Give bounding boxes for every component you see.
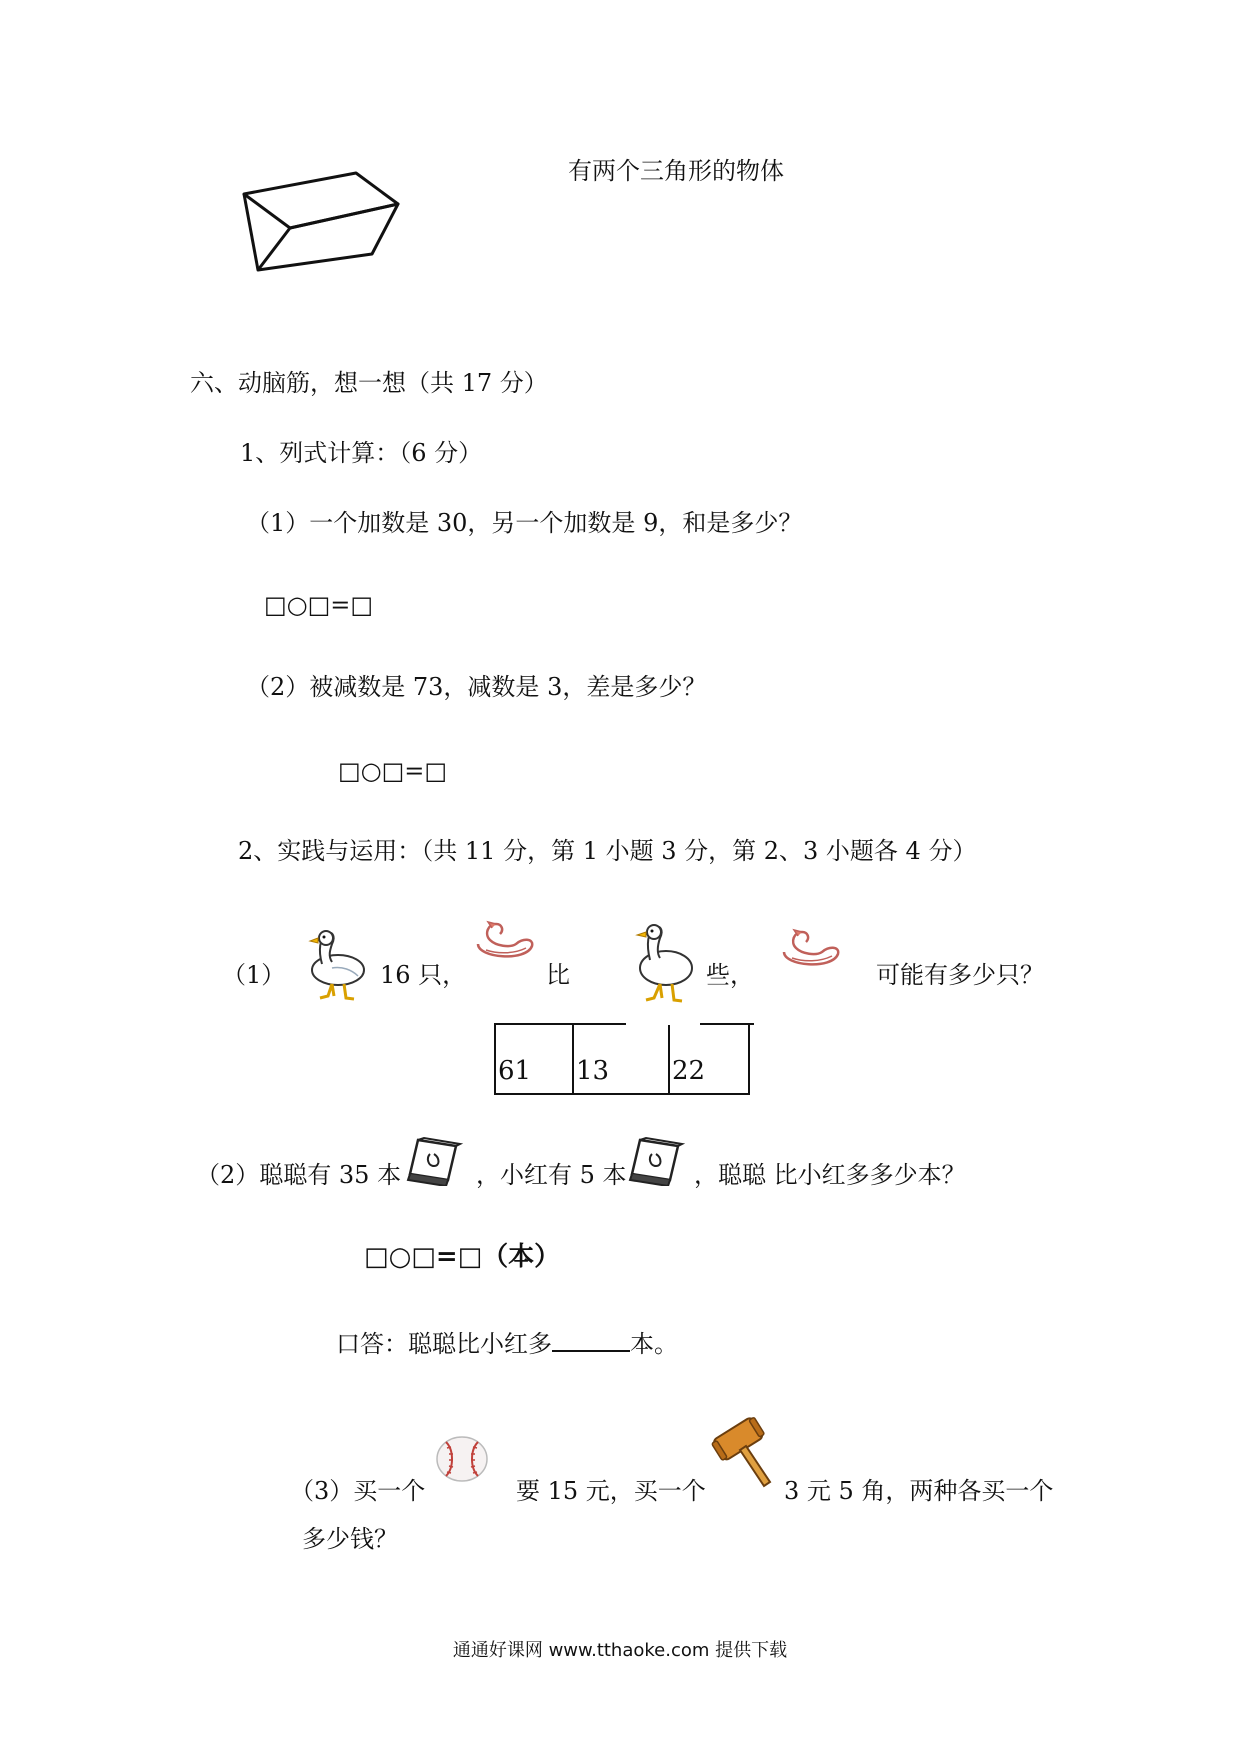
choice-box[interactable] (494, 1025, 574, 1095)
answer-blank[interactable] (552, 1324, 630, 1352)
q2-part-1-text-4: 可能有多少只？ (876, 961, 1044, 989)
triangular-prism-icon (240, 168, 410, 274)
q2-part-2-text-3: ，聪聪 比小红多多少本？ (694, 1161, 966, 1189)
footer-text: 通通好课网 www.tthaoke.com 提供下载 (452, 1640, 788, 1661)
choice-box[interactable] (668, 1025, 750, 1095)
q2-part-3-text-1: （3）买一个 (290, 1477, 426, 1505)
shape-label: 有两个三角形的物体 (568, 157, 784, 185)
section-title: 六、动脑筋，想一想（共 17 分） (190, 369, 548, 397)
answer-prefix: 口答：聪聪比小红多 (336, 1330, 552, 1358)
q2-part-3-text-4: 多少钱？ (302, 1525, 398, 1553)
question-1-part-1: （1）一个加数是 30，另一个加数是 9，和是多少？ (246, 509, 803, 537)
book-icon-2 (626, 1136, 686, 1186)
swan-icon-2 (776, 926, 844, 972)
q2-part-2-text-1: （2）聪聪有 35 本 (196, 1161, 402, 1189)
equation-1: □○□=□ (264, 591, 374, 619)
question-2-title: 2、实践与运用：（共 11 分，第 1 小题 3 分，第 2、3 小题各 4 分） (238, 837, 977, 865)
q2-part-2-text-2: ，小红有 5 本 (476, 1161, 627, 1189)
q2-part-1-text-3: 些， (706, 961, 754, 989)
hammer-icon (710, 1416, 776, 1494)
book-icon (404, 1136, 464, 1186)
choice-value: 13 (576, 1056, 610, 1086)
swan-icon (470, 918, 538, 964)
q2-part-3-text-2: 要 15 元，买一个 (516, 1477, 706, 1505)
duck-icon (302, 926, 374, 1002)
choice-box[interactable] (572, 1025, 670, 1095)
choice-value: 22 (672, 1056, 706, 1086)
q2-part-2-answer (336, 1324, 678, 1359)
q2-part-1-text-2: 比 (546, 961, 570, 989)
question-1-title: 1、列式计算：（6 分） (240, 439, 483, 467)
q2-part-2-equation: □○□=□（本） (364, 1242, 561, 1272)
q2-part-1-text-1: 16 只， (380, 961, 467, 989)
question-1-part-2: （2）被减数是 73，减数是 3，差是多少？ (246, 673, 707, 701)
answer-choices (494, 1025, 750, 1097)
answer-suffix: 本。 (630, 1330, 678, 1358)
choice-value: 61 (498, 1056, 532, 1086)
equation-2: □○□=□ (338, 757, 448, 785)
duck-icon-2 (628, 920, 700, 1006)
q2-part-1-prefix: （1） (222, 961, 286, 989)
q2-part-3-text-3: 3 元 5 角，两种各买一个 (784, 1477, 1054, 1505)
baseball-icon (434, 1434, 490, 1484)
